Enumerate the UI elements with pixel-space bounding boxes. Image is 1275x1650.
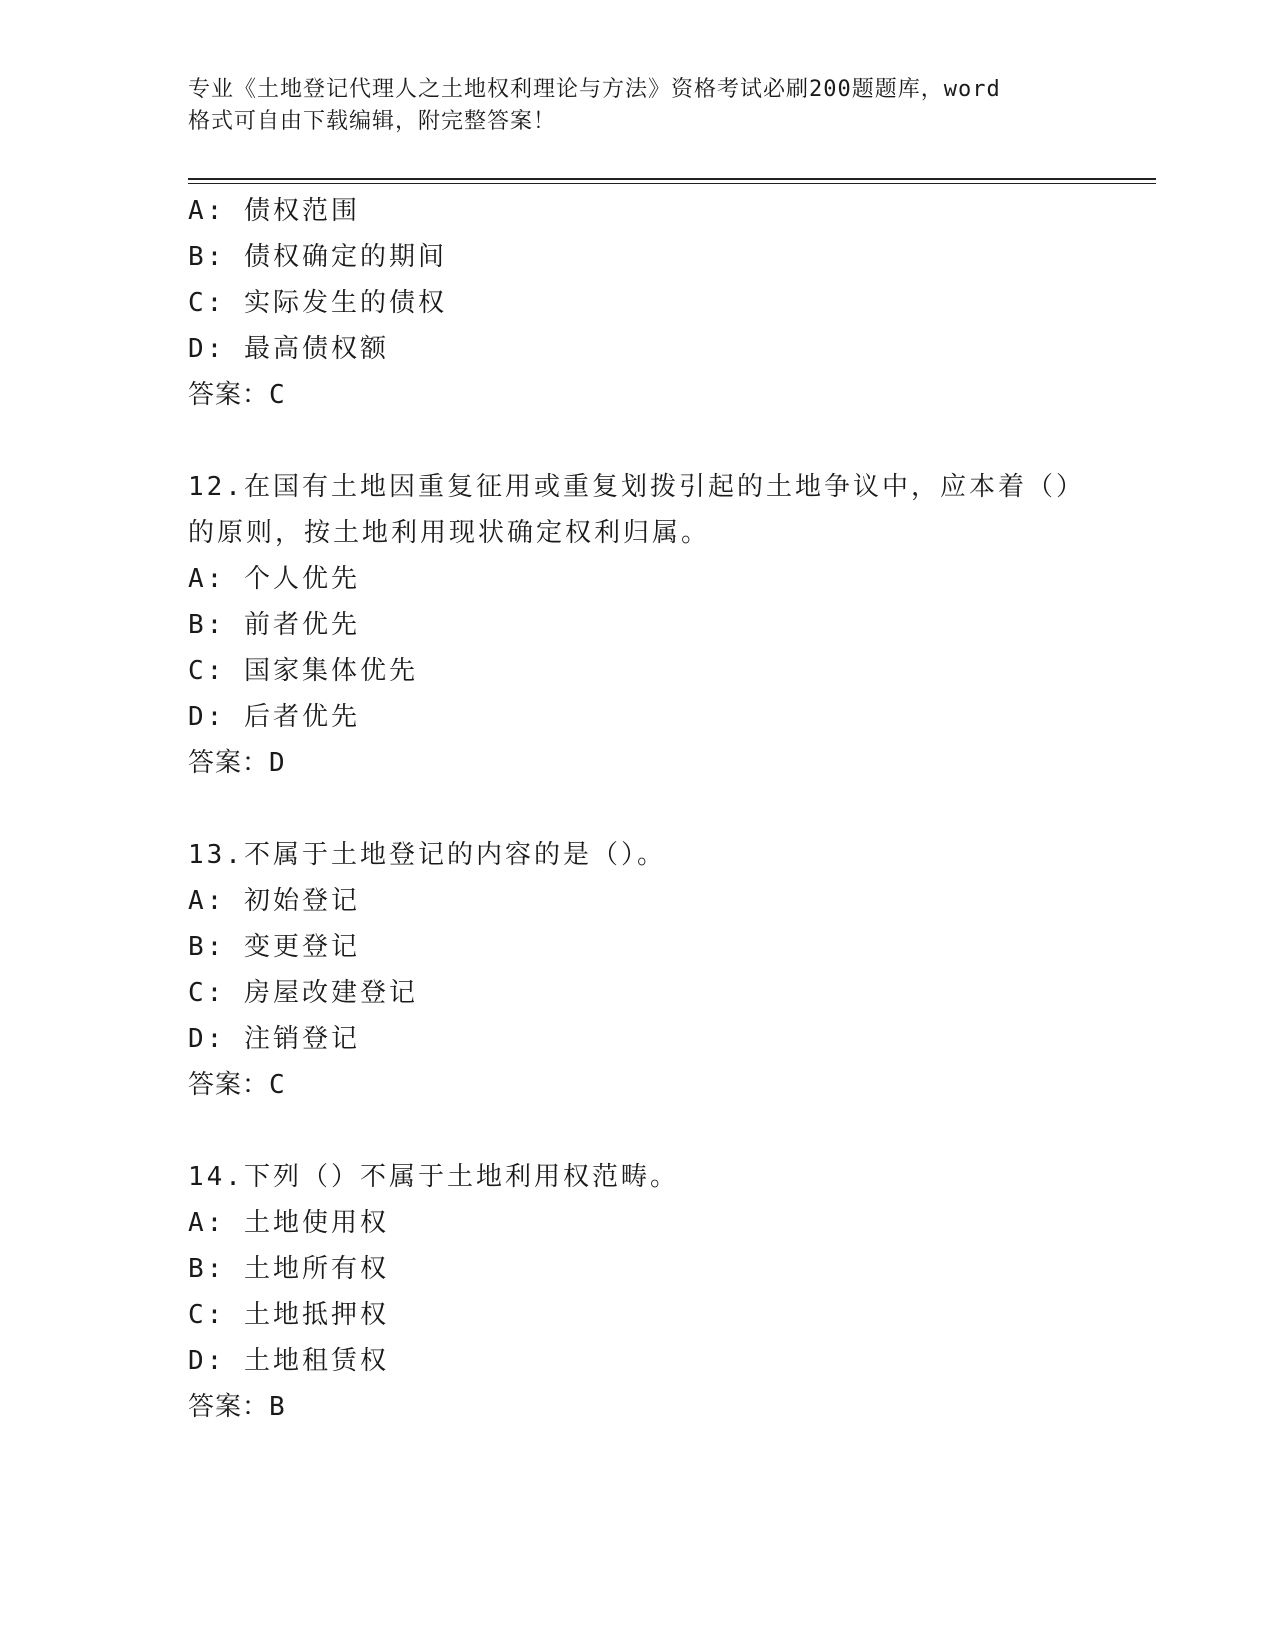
answer-label: 答案： <box>188 380 270 410</box>
answer-line <box>188 1062 1088 1108</box>
question-block-14 <box>188 1154 1088 1430</box>
question-stem-line-1: 14.下列（）不属于土地利用权范畴。 <box>188 1162 679 1192</box>
option-a: A: 个人优先 <box>188 564 360 594</box>
option-d: D: 土地租赁权 <box>188 1346 389 1376</box>
spacer <box>188 786 1088 832</box>
option-a: A: 债权范围 <box>188 196 360 226</box>
question-block-12 <box>188 464 1088 786</box>
option-c: C: 国家集体优先 <box>188 656 418 686</box>
header-line-2: 格式可自由下载编辑，附完整答案！ <box>188 109 557 134</box>
document-header <box>188 74 1068 138</box>
option-b: B: 债权确定的期间 <box>188 242 447 272</box>
spacer <box>188 1108 1088 1154</box>
answer-label: 答案： <box>188 748 270 778</box>
answer-line <box>188 1384 1088 1430</box>
answer-line <box>188 372 1088 418</box>
question-stem-line-2: 的原则，按土地利用现状确定权利归属。 <box>188 518 711 548</box>
answer-line <box>188 740 1088 786</box>
answer-label: 答案： <box>188 1070 270 1100</box>
answer-value: B <box>269 1392 286 1422</box>
option-a: A: 初始登记 <box>188 886 360 916</box>
header-line-1: 专业《土地登记代理人之土地权利理论与方法》资格考试必刷200题题库，word <box>188 77 1001 102</box>
answer-value: D <box>269 748 286 778</box>
answer-value: C <box>269 380 286 410</box>
option-b: B: 变更登记 <box>188 932 360 962</box>
question-list <box>188 188 1088 1430</box>
question-stem-line-1: 12.在国有土地因重复征用或重复划拨引起的土地争议中，应本着（） <box>188 472 1085 502</box>
option-b: B: 土地所有权 <box>188 1254 389 1284</box>
answer-value: C <box>269 1070 286 1100</box>
header-rule-thin <box>188 183 1156 184</box>
header-rule-thick <box>188 178 1156 180</box>
option-b: B: 前者优先 <box>188 610 360 640</box>
option-d: D: 最高债权额 <box>188 334 389 364</box>
question-block-11 <box>188 188 1088 418</box>
option-c: C: 土地抵押权 <box>188 1300 389 1330</box>
option-d: D: 注销登记 <box>188 1024 360 1054</box>
question-stem-line-1: 13.不属于土地登记的内容的是（）。 <box>188 840 666 870</box>
option-c: C: 实际发生的债权 <box>188 288 447 318</box>
question-block-13 <box>188 832 1088 1108</box>
option-a: A: 土地使用权 <box>188 1208 389 1238</box>
option-d: D: 后者优先 <box>188 702 360 732</box>
answer-label: 答案： <box>188 1392 270 1422</box>
spacer <box>188 418 1088 464</box>
option-c: C: 房屋改建登记 <box>188 978 418 1008</box>
